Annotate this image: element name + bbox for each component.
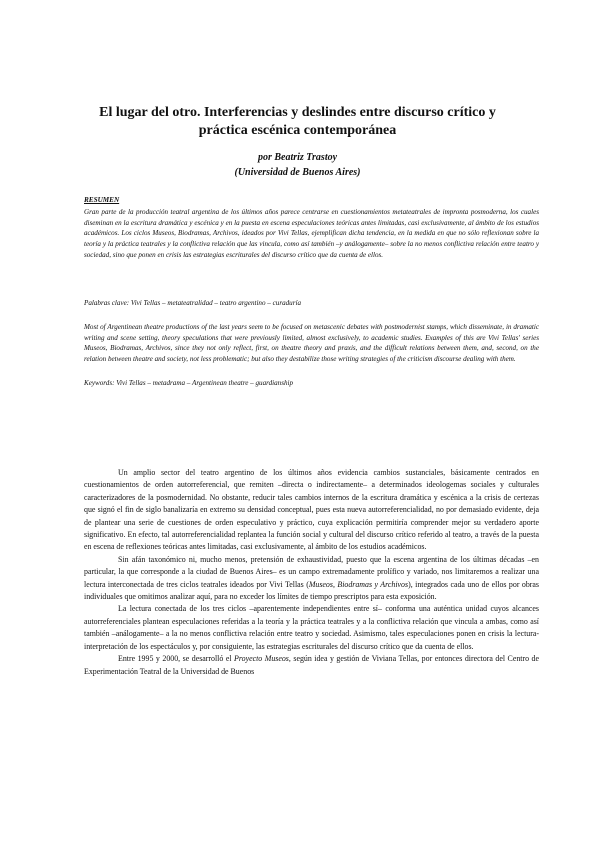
body-paragraph-2: Sin afán taxonómico ni, mucho menos, pretensión de exhaustividad, puesto que la escena argentina de los últimas décadas –en particular, la que corresponde a la ciudad de Buenos Aires– es un campo extremadamente prolífico y variado, nos limitaremos a realizar una lectura interconectada de tres ciclos teatrales ideados por Vivi Tellas (Museos, Biodramas y Archivos), integrados cada uno de ellos por obras individuales que omitimos analizar aquí, para no exceder los límites de tiempo prescriptos para esta exposición. [84,554,540,602]
resumen-heading: RESUMEN [84,196,120,204]
palabras-clave: Palabras clave: Vivi Tellas – metateatralidad – teatro argentino – curaduría [84,299,301,307]
paper-title [60,104,535,140]
body-paragraph-3: La lectura conectada de los tres ciclos –aparentemente independientes entre sí– conforma una auténtica unidad cuyos alcances autorreferenciales plantean especulaciones referidas a la teoría y la práctica teatrales y a la conflictiva relación que vincula a ambas, como así también –análogamente– a la no menos conflictiva relación entre teatro y sociedad. Asimismo, tales especulaciones ponen en crisis la lectura-interpretación de los espectáculos y, por consiguiente, las estrategias escriturales del discurso crítico que da cuenta de ellos. [84,604,539,651]
title-line-2: práctica escénica contemporánea [198,123,397,138]
author-affiliation: (Universidad de Buenos Aires) [234,167,361,178]
abstract-english: Most of Argentinean theatre productions of the last years seem to be focused on metascenic debates with postmodernist stamps, which disseminate, in dramatic writing and scene setting, theory speculations that were previously limited, almost exclusively, to academic studies. Examples of this are Vivi Tellas' series Museos, Biodramas, Archivos, since they not only reflect, first, on theatre theory and praxis, and the difficult relations between them, and, second, on the relation between theatre and society, not less problematic; but also they destabilize those writing strategies of the criticism discourse dealing with them. [84,323,539,364]
body-paragraph-4: Entre 1995 y 2000, se desarrolló el Proyecto Museos, según idea y gestión de Viviana Tellas, por entonces directora del Centro de Experimentación Teatral de la Universidad de Buenos [84,654,540,676]
title-line-1: El lugar del otro. Interferencias y deslindes entre discurso crítico y [99,105,496,120]
author-block [60,150,535,180]
author-name: por Beatriz Trastoy [257,152,338,163]
resumen-text: Gran parte de la producción teatral argentina de los últimos años parece centrarse en cuestionamientos metateatrales de impronta posmoderna, los cuales diseminan en la escritura dramática y escénica y en la puesta en escena especulaciones teóricas antes limitadas, casi exclusivamente, al ámbito de los estudios académicos. Los ciclos Museos, Biodramas, Archivos, ideados por Vivi Tellas, ejemplifican dicha tendencia, en la medida en que no sólo reflexionan sobre la teoría y la práctica teatrales y la conflictiva relación que las vincula, como así también –y análogamente– sobre la no menos conflictiva relación entre teatro y sociedad, sino que ponen en crisis las estrategias escriturales del discurso crítico que da cuenta de ellos. [84,208,539,259]
body-text [84,467,539,678]
keywords: Keywords: Vivi Tellas – metadrama – Argentinean theatre – guardianship [84,379,294,387]
body-paragraph-1: Un amplio sector del teatro argentino de los últimos años evidencia cambios sustanciales, básicamente centrados en cuestionamientos de orden autorreferencial, que remiten –directa o indirectamente– a determinados ideologemas sociales y culturales caracterizadores de la posmodernidad. No obstante, reducir tales cambios internos de la escritura dramática y escénica a la crisis de certezas que signó el fin de siglo banalizaría en extremo su densidad conceptual, pues esta nueva autorreferencialidad, no por demasiado evidente, deja de plantear una serie de cuestiones de orden especulativo y práctico, cuya explicación permitiría comprender mejor su verdadero aporte significativo. En efecto, tal autorreferencialidad replantea la función social y cultural del discurso crítico referido al teatro, a través de la puesta en escena de reflexiones teóricas antes limitadas, casi exclusivamente, al ámbito de los estudios académicos. [84,468,539,552]
